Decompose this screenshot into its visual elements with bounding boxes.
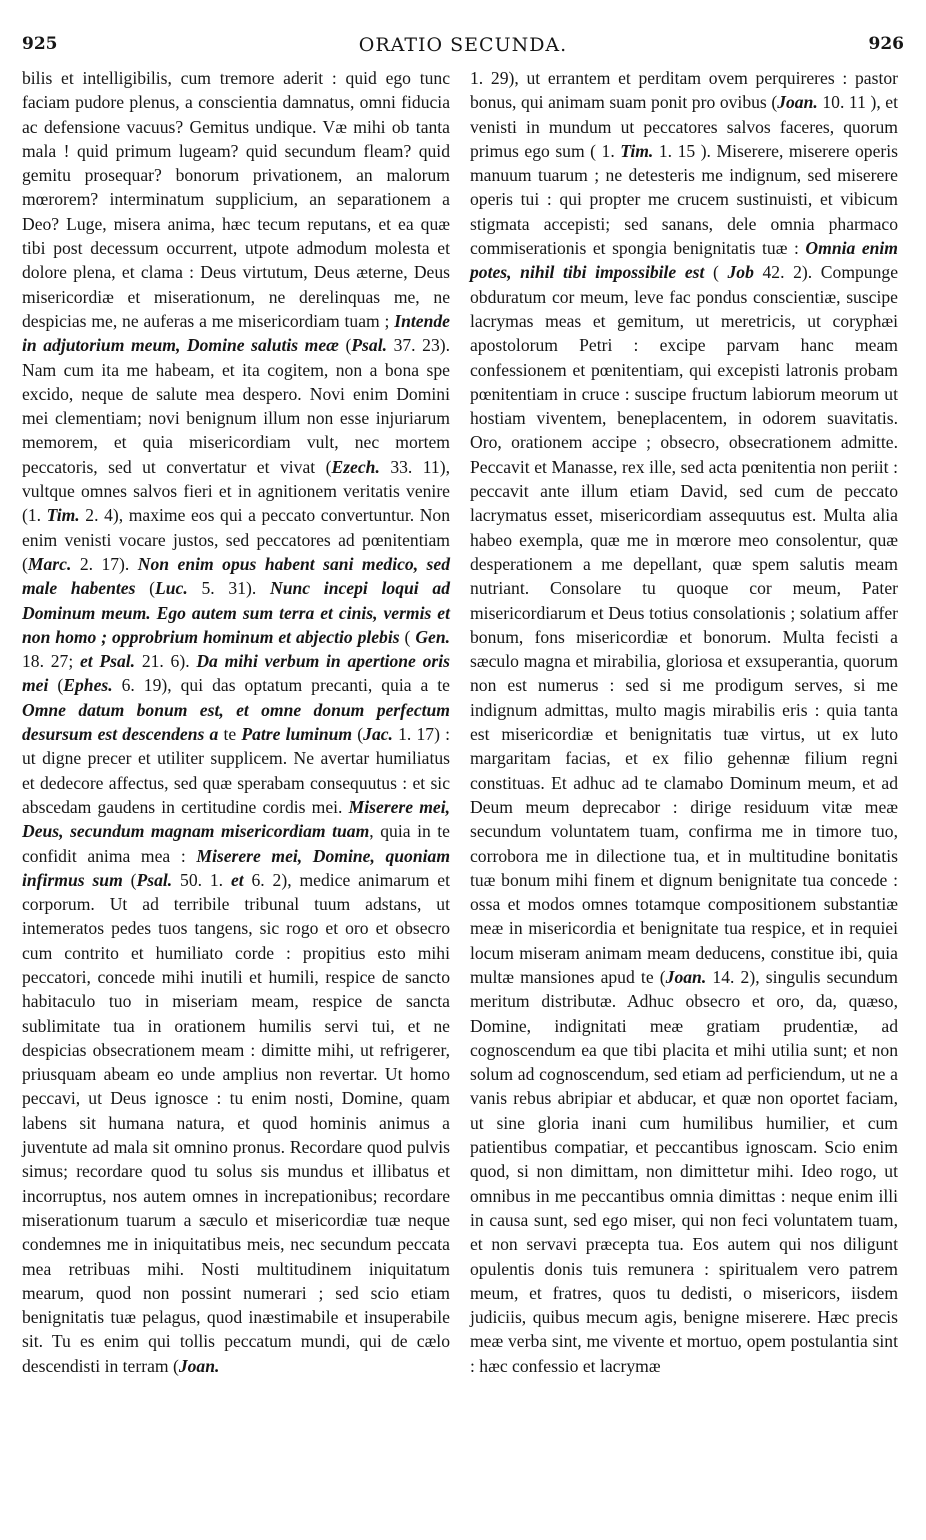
italic-run: Joan. <box>665 966 707 987</box>
italic-run: Psal. <box>136 869 173 890</box>
text-run: 2. 4), maxime eos qui a peccato convertuntur. Non enim venisti vocare justos, sed peccatores ad pœnitentiam ( <box>22 505 450 574</box>
italic-run: Miserere mei, Deus, secundum magnam misericordiam tuam <box>22 796 450 842</box>
page-number-right: 926 <box>868 34 904 54</box>
column-text <box>22 66 450 1378</box>
italic-run: Gen. <box>415 626 451 647</box>
page-header <box>22 34 904 64</box>
text-run: 50. 1. <box>172 869 231 890</box>
italic-run: Omne datum bonum est, et omne donum perfectum desursum est descendens a <box>22 699 450 745</box>
italic-run: Ephes. <box>63 675 113 696</box>
running-title: ORATIO SECUNDA. <box>358 34 568 56</box>
italic-run: Luc. <box>155 578 188 599</box>
italic-run: Patre luminum <box>241 724 353 745</box>
italic-run: Tim. <box>46 505 80 526</box>
italic-run: Nunc incepi loqui ad Dominum meum. Ego autem sum terra et cinis, vermis et non homo ; opprobrium hominum et abjectio plebis <box>22 578 450 647</box>
italic-run: Miserere mei, Domine, quoniam infirmus sum <box>22 845 450 890</box>
text-column-left <box>22 66 450 1378</box>
italic-run: et <box>230 869 244 890</box>
text-run: ( <box>399 626 416 647</box>
page-number-left: 925 <box>22 34 58 54</box>
italic-run: Omnia enim potes, nihil tibi impossibile est <box>470 238 898 283</box>
italic-run: Tim. <box>620 140 654 161</box>
italic-run: Joan. <box>777 92 818 113</box>
text-run: 6. 2), medice animarum et corporum. Ut ad terribile tribunal tuum adstans, ut intemeratos pedes tuos tangens, sic rogo et oro et obsecro cum contrito et humiliato corde : propitius esto mihi peccatori, concede mihi inutili et humili, respice de sancto habitaculo tuo in miseriam meam, respice de sancta sublimitate tua in orationem humilis servi tui, et ne despicias obsecrationem meam : dimitte mihi, ut refrigerer, priusquam abeam eo unde amplius non revertar. Ut homo peccavi, ut Deus ignosce : tu enim nosti, Domine, quam labens sit humana natura, et quod hominis animus a juventute ad mala sit omnino pronus. Recordare quod pulvis simus; recordare quod tu solus sis mundus et illibatus et incorruptus, nos autem omnes in increpationibus; recordare miserationum tuarum a sæculo et misericordiæ tuæ neque condemnes me in iniquitatibus meis, nec secundum peccata mea retribuas mihi. Nosti multitudinem iniquitatum mearum, quod non possint numerari ; sed scio etiam benignitatis tuæ pelagus, quod inæstimabile et insuperabile sit. Tu es enim qui tollis peccatum mundi, qui de cælo descendisti in terram ( <box>22 869 450 1376</box>
text-run: 37. 23). Nam cum ita me habeam, et ita cogitem, non a bona spe excido, neque de salute mea despero. Novi enim Domini mei clementiam; novi benignum illum non esse injuriarum memorem, et quia misericordiam vult, nec mortem peccatoris, sed ut convertatur et vivat ( <box>22 335 450 477</box>
text-run: ( <box>48 675 64 696</box>
text-run: ( <box>338 335 352 356</box>
text-run: 1. 15 ). Miserere, miserere operis manuum tuarum ; ne detesteris me indignum, sed miserere operis tui : qui propter me crucem sustinuisti, et vibicum stigmata accepisti; sed sanans, dele omnia pharmaco commiserationis et spongia benignitatis tuæ : <box>470 140 898 259</box>
text-run: 6. 19), qui das optatum precanti, quia a te <box>112 675 450 696</box>
text-run: 14. 2), singulis secundum meritum distributæ. Adhuc obsecro et oro, da, quæso, Domine, indignitati meæ gratiam prudentiæ, ad cognoscendum ea que tibi placita et mihi utilia sunt; et non solum ad cognoscendum, sed etiam ad perficiendum, ut ne a vanis rebus abripiar et abducar, et quæ non oportet faciam, ut sine gloria inani cum humilibus humilier, et cum patientibus compatiar, et peccantibus ignoscam. Scio enim quod, si non dimittam, non dimittetur mihi. Ideo rogo, ut omnibus in me peccantibus omnia dimittas : neque enim illi in causa sunt, sed ego miser, qui non feci voluntatem tuam, et non servavi præcepta tua. Eos autem qui nos diligunt opulentis donis tuis remunera : spiritualem vero patrem meum, et fratres, quos tu dedisti, o misericors, iisdem judiciis, quibus mecum agis, benigne miserere. Hæc precis meæ verba sint, me vivente et mortuo, opem postulantia sint : hæc confessio et lacrymæ <box>470 966 898 1376</box>
text-run: 1. 17) : ut digne precer et utiliter supplicem. Ne avertar humiliatus et dedecore affectus, sed quæ sperabam consequutus : et sic abscedam gaudens in certitudine cordis mei. <box>22 724 450 817</box>
italic-run: Intende in adjutorium meum, Domine salutis meæ <box>22 310 450 356</box>
text-run: 18. 27; <box>22 651 80 672</box>
column-text <box>470 66 898 1378</box>
text-run: 21. 6). <box>135 651 197 672</box>
text-column-right <box>470 66 898 1378</box>
text-run: 1. 29), ut errantem et perditam ovem perquireres : pastor bonus, qui animam suam ponit pro ovibus ( <box>470 68 898 113</box>
text-run: bilis et intelligibilis, cum tremore aderit : quid ego tunc faciam pudore plenus, a conscientia damnatus, omni fiducia ac defensione vacuus? Gemitus undique. Væ mihi ob tanta mala ! quid primum lugeam? quid secundum fleam? quid gemitu prosequar? bonorum privationem, an malorum mœrorem? interminatum supplicium, an separationem a Deo? Luge, misera anima, hæc tecum reputans, et ea quæ tibi post decessum occurrent, utpote admodum molesta et dolore plena, et clama : Deus virtutum, Deus æterne, Deus misericordiæ et miserationum, ne derelinquas me, ne despicias me, ne auferas a me misericordiam tuam ; <box>22 68 450 331</box>
text-run: ( <box>122 869 137 890</box>
text-run: 10. 11 ), et venisti in mundum ut peccatores salvos faceres, quorum primus ego sum ( 1. <box>470 92 898 161</box>
text-run: 2. 17). <box>71 553 138 574</box>
text-run: ( <box>352 724 364 745</box>
italic-run: Joan. <box>178 1355 220 1376</box>
italic-run: Non enim opus habent sani medico, sed male habentes <box>22 553 450 599</box>
text-run: ( <box>704 262 728 283</box>
italic-run: Psal. <box>351 335 387 356</box>
text-run: te <box>218 724 242 745</box>
text-run: 5. 31). <box>187 578 270 599</box>
text-run: , quia in te confidit anima mea : <box>22 821 450 866</box>
italic-run: Da mihi verbum in apertione oris mei <box>22 651 450 696</box>
italic-run: Ezech. <box>331 456 380 477</box>
text-run: 42. 2). Compunge obduratum cor meum, leve fac pondus conscientiæ, suscipe lacrymas meas et gemitum, ut meretricis, ut coryphæi apostolorum Petri : excipe parvam hanc meam confessionem et pœnitentiam, qui excepisti latronis probam pœnitentiam in cruce : suscipe fructum labiorum meorum ut hostiam viventem, beneplacentem, in odorem suavitatis. Oro, orationem accipe ; obsecro, obsecrationem admitte. Peccavit et Manasse, rex ille, sed acta pœnitentia non periit : peccavit ante illum etiam David, sed cum de peccato lacrymatus esset, misericordiam assequutus est. Multa alia habeo exempla, quæ me in mœrore meo consolentur, quæ desperationem a me depellant, quæ spem salutis meam nutriant. Consolare tu quoque cor meum, Pater misericordiarum et Deus totius consolationis ; solatium affer bonum, fons misericordiæ et bonorum. Multa fecisti a sæculo magna et mirabilia, gloriosa et exsuperantia, quorum non est numerus : sed si me prodigum serves, si me indignum admittas, multo magis mirabilis eris : quia tanta est misericordiæ et benignitatis tuæ virtus, ut ex luto margaritam facias, et ex filio gehennæ filium regni constituas. Et adhuc ad te clamabo Dominum meum, et ad Deum meum deprecabor : dirige residuum vitæ meæ secundum voluntatem tuam, confirma me in timore tuo, corrobora me in dilectione tua, et in multitudine bonitatis tuæ bonum mihi finem et dignum benignitate tua concede : ossa et modos omnes totamque compositionem substantiæ meæ in misericordia et benignitate tua respice, et in requiei locum miseram animam meam deducens, constitue ibi, quia multæ mansiones apud te ( <box>470 262 899 987</box>
italic-run: Marc. <box>27 553 72 574</box>
italic-run: Jac. <box>363 724 393 745</box>
italic-run: Job <box>727 262 754 283</box>
italic-run: et Psal. <box>79 651 136 672</box>
text-run: 33. 11), vultque omnes salvos fieri et in agnitionem veritatis venire (1. <box>22 456 450 526</box>
text-run: ( <box>135 578 156 599</box>
